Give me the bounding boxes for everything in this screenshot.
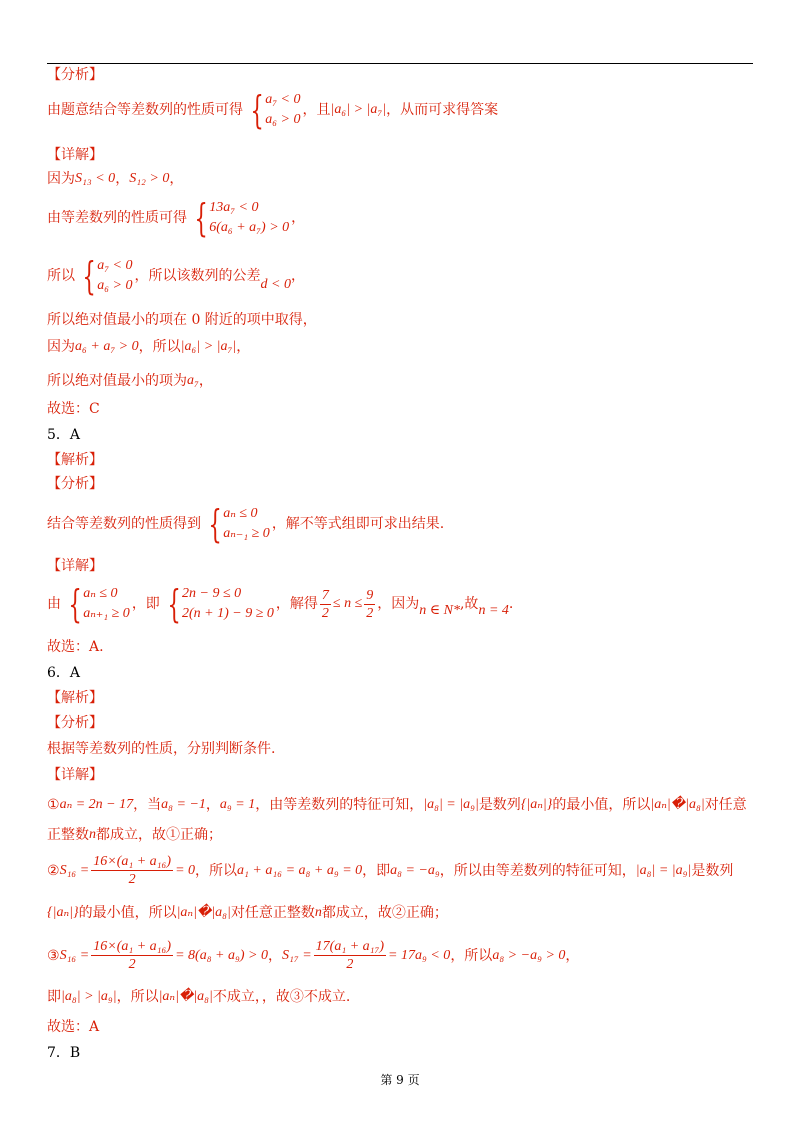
inequality-system: { aₙ ≤ 0 aₙ₋₁ ≥ 0 (208, 502, 270, 546)
fraction: $\frac{7}{2}$ (321, 587, 329, 621)
q4-detail-line-6: 所以绝对值最小的项为a₇， (47, 373, 213, 389)
q5-detail-tag: 【详解】 (47, 558, 103, 574)
q6-analysis-text: 根据等差数列的性质，分别判断条件. (47, 741, 276, 757)
inequality-system: { aₙ ≤ 0 aₙ₊₁ ≥ 0 (68, 582, 130, 626)
q6-detail-tag: 【详解】 (47, 767, 103, 783)
inequality-system: { a₇ < 0 a₆ > 0 (82, 254, 133, 298)
q6-part1-line1: ①aₙ = 2n − 17，当a₈ = −1，a₉ = 1，由等差数列的特征可知，|a₈| = |a₉|是数列{|aₙ|}的最小值，所以|aₙ|�|a₈|对任意 (47, 797, 747, 813)
q4-detail-line-1: 因为S₁₃ < 0，S₁₂ > 0， (47, 171, 184, 187)
q4-choice: 故选：C (47, 401, 100, 417)
q4-detail-line-4: 所以绝对值最小的项在 0 附近的项中取得， (47, 312, 317, 328)
inequality-system: { 2n − 9 ≤ 0 2(n + 1) − 9 ≥ 0 (167, 582, 274, 626)
q6-analysis-tag: 【分析】 (47, 715, 103, 731)
inequality-system: { a₇ < 0 a₆ > 0 (250, 88, 301, 132)
header-rule (47, 63, 753, 64)
q5-analysis-line: 结合等差数列的性质得到 { aₙ ≤ 0 aₙ₋₁ ≥ 0 ，解不等式组即可求出结果. (47, 502, 445, 546)
q4-analysis-tag: 【分析】 (47, 67, 103, 83)
inequality-system: { 13a₇ < 0 6(a₆ + a₇) > 0 (194, 196, 290, 240)
page-footer: 第 9 页 (380, 1073, 420, 1087)
q4-detail-line-2: 由等差数列的性质可得 { 13a₇ < 0 6(a₆ + a₇) > 0 ， (47, 196, 306, 240)
fraction: $\frac{\text{16×(a₁ + a₁₆)}}{2}$ (93, 854, 172, 887)
q5-number: 5．A (47, 427, 81, 443)
q4-detail-line-5: 因为a₆ + a₇ > 0，所以|a₆| > |a₇|， (47, 339, 251, 355)
q6-part3-line2: 即|a₈| > |a₉|，所以|aₙ|�|a₈|不成立，，故③不成立. (47, 989, 351, 1005)
fraction: $\frac{\text{17(a₁ + a₁₇)}}{2}$ (315, 939, 385, 972)
q5-choice: 故选：A. (47, 639, 104, 655)
q6-part2-line2: {|aₙ|}的最小值，所以|aₙ|�|a₈|对任意正整数n都成立，故②正确； (47, 905, 448, 921)
q7-number: 7．B (47, 1045, 81, 1061)
q4-detail-tag: 【详解】 (47, 147, 103, 163)
q5-detail-line: 由 { aₙ ≤ 0 aₙ₊₁ ≥ 0 ，即 { 2n − 9 ≤ 0 2(n + 1) − 9 ≥ 0 ，解得 $\frac{7}{2}$ ≤ n ≤ $\frac{9}{2}$ ，因为n ∈ N*,故n = 4. (47, 582, 514, 626)
q6-jiexi-tag: 【解析】 (47, 690, 103, 706)
fraction: $\frac{9}{2}$ (366, 587, 374, 621)
q6-part3-line1: ③S₁₆ = $\frac{\text{16×(a₁ + a₁₆)}}{2}$ = 8(a₈ + a₉) > 0，S₁₇ = $\frac{\text{17(a₁ + a₁₇)}}{2}$ = 17a₉ < 0，所以a₈ > −a₉ > 0， (47, 939, 580, 972)
q5-analysis-tag: 【分析】 (47, 476, 103, 492)
q6-number: 6．A (47, 665, 81, 681)
q4-analysis-line: 由题意结合等差数列的性质可得 { a₇ < 0 a₆ > 0 ，且|a₆| > |a₇|，从而可求得答案 (47, 88, 499, 132)
q6-part1-line2: 正整数n都成立，故①正确； (47, 827, 222, 843)
q5-jiexi-tag: 【解析】 (47, 452, 103, 468)
q6-part2-line1: ②S₁₆ = $\frac{\text{16×(a₁ + a₁₆)}}{2}$ = 0，所以a₁ + a₁₆ = a₈ + a₉ = 0，即a₈ = −a₉，所以由等差数列的特征可知，|a₈| = |a₉|是数列 (47, 854, 734, 887)
fraction: $\frac{\text{16×(a₁ + a₁₆)}}{2}$ (93, 939, 172, 972)
q6-choice: 故选：A (47, 1019, 100, 1035)
q4-detail-line-3: 所以 { a₇ < 0 a₆ > 0 ，所以该数列的公差d < 0， (47, 254, 305, 298)
